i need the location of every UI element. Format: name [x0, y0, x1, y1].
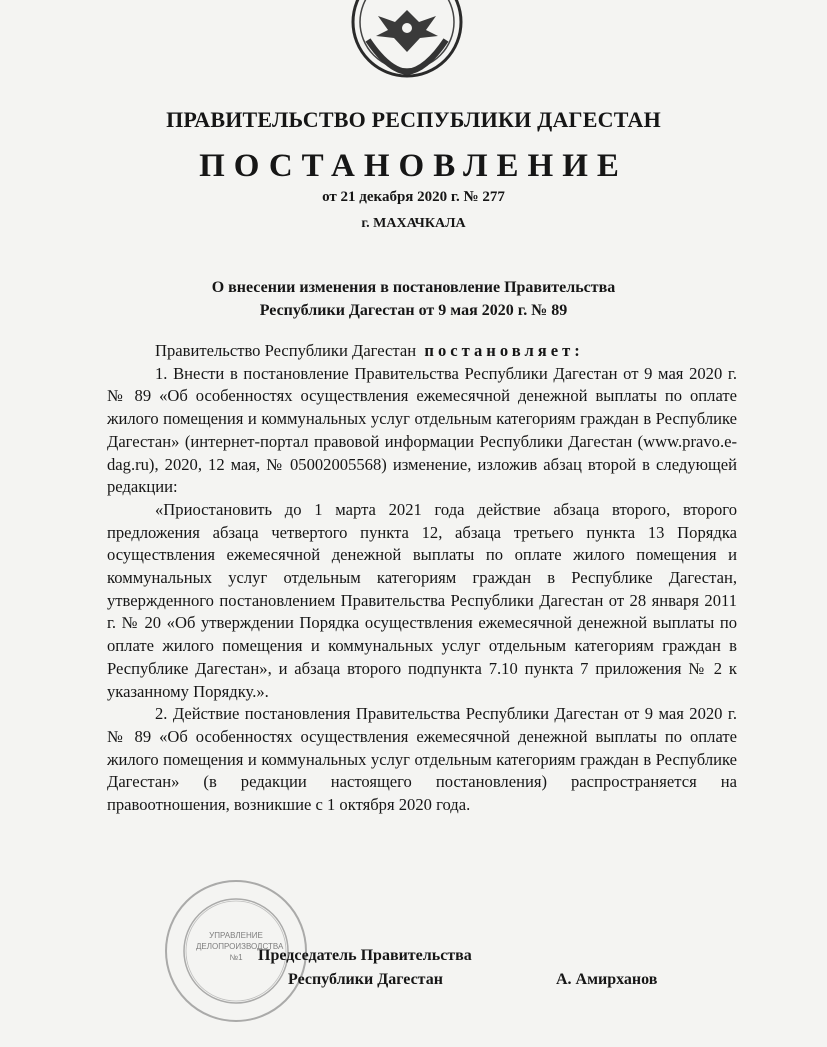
intro-subject: Правительство Республики Дагестан [155, 341, 417, 360]
government-title: ПРАВИТЕЛЬСТВО РЕСПУБЛИКИ ДАГЕСТАН [166, 107, 661, 132]
signature-block [230, 944, 730, 994]
document-city: г. МАХАЧКАЛА [361, 216, 466, 231]
document-date-number: от 21 декабря 2020 г. № 277 [322, 189, 505, 205]
stamp-line-3: №1 [229, 953, 243, 962]
paragraph-2: 2. Действие постановления Правительства Республики Дагестан от 9 мая 2020 г. № 89 «Об особенностях осуществления ежемесячной денежной выплаты по оплате жилого помещения и коммунальных услуг отдельным категориям граждан в Республике Дагестан» (в редакции настоящего постановления) распространяется на правоотношения, возникшие с 1 октября 2020 года. [107, 704, 737, 815]
signatory-name: А. Амирханов [556, 971, 658, 988]
intro-verb: постановляет: [424, 341, 584, 360]
signatory-title-line-2: Республики Дагестан [288, 971, 443, 988]
intro-paragraph [107, 340, 737, 363]
paragraph-1: 1. Внести в постановление Правительства Республики Дагестан от 9 мая 2020 г. № 89 «Об особенностях осуществления ежемесячной денежной выплаты по оплате жилого помещения и коммунальных услуг отдельным категориям граждан в Республике Дагестан» (интернет-портал правовой информации Республики Дагестан (www.pravo.e-dag.ru), 2020, 12 мая, № 05002005568) изменение, изложив абзац второй в следующей редакции: [107, 363, 737, 497]
document-subject [100, 276, 727, 322]
subject-line-1: О внесении изменения в постановление Правительства [211, 279, 616, 296]
coat-of-arms-emblem [348, 0, 466, 82]
subject-line-2: Республики Дагестан от 9 мая 2020 г. № 89 [259, 302, 568, 319]
stamp-line-1: УПРАВЛЕНИЕ [209, 931, 263, 940]
document-body [107, 340, 737, 817]
document-type-title: ПОСТАНОВЛЕНИЕ [199, 148, 628, 184]
quoted-amendment: «Приостановить до 1 марта 2021 года действие абзаца второго, второго предложения абзаца четвертого пункта 12, абзаца третьего пункта 13 Порядка осуществления ежемесячной денежной выплаты по оплате жилого помещения и коммунальных услуг отдельным категориям граждан в Республике Дагестан, утвержденного постановлением Правительства Республики Дагестан от 28 января 2011 г. № 20 «Об утверждении Порядка осуществления ежемесячной денежной выплаты по оплате жилого помещения и коммунальных услуг отдельным категориям граждан в Республике Дагестан», и абзаца второго подпункта 7.10 пункта 7 приложения № 2 к указанному Порядку.». [107, 499, 737, 701]
signatory-title-line-1: Председатель Правительства [258, 947, 472, 964]
stamp-line-2: ДЕЛОПРОИЗВОДСТВА [196, 942, 284, 951]
